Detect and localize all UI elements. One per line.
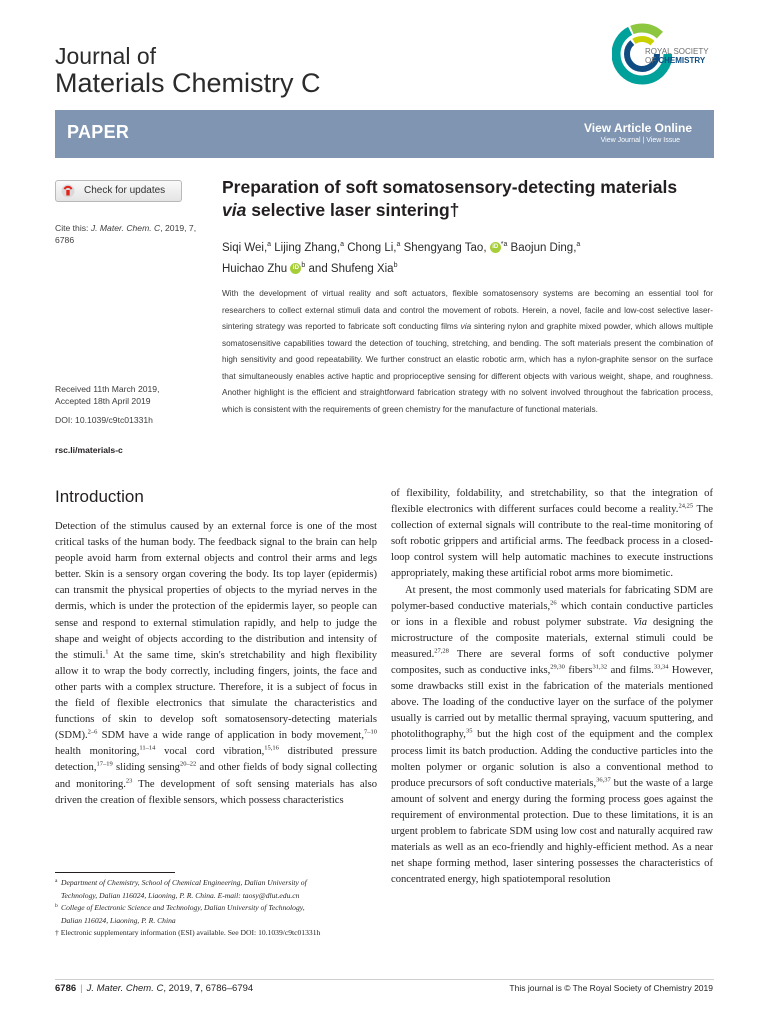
check-for-updates-button[interactable] [55,180,182,202]
crossmark-icon [61,184,75,198]
citation-ref[interactable]: 20–22 [179,760,197,768]
author-affiliation: a [340,241,345,248]
paragraph-text: and films. [607,665,654,677]
author: Siqi Wei, [222,241,268,254]
footnote-mark: b [55,903,58,909]
citation-ref[interactable]: 24,25 [678,502,694,510]
abstract [222,286,713,418]
body-column-left [55,519,377,809]
journal-title-line1: Journal of [55,43,157,69]
author-affiliation: b [301,261,306,269]
orcid-icon[interactable]: iD [290,263,301,274]
author-list [222,236,672,278]
cite-journal: J. Mater. Chem. C [90,223,161,233]
view-article-online-link[interactable]: View Article Online [583,121,692,135]
paragraph-text: SDM have a wide range of application in body movement, [97,730,364,742]
cite-year: , 2019, [160,223,187,233]
citation-ref[interactable]: 7–10 [364,728,377,736]
author: Chong Li, [347,241,397,254]
footer-pages: , 6786–6794 [200,983,254,994]
paragraph-text: but the waste of a large amount of solvent and energy during the forming process goes against the requirement of environmental protection. Due to these limitations, it is an urgent problem to fabricate SDM using low cost and naturally acquired raw materials as well as an eco-friendly and highly-efficient method. As a near net shape forming method, laser sintering possesses the characteristics of concentrated energy, high spatiotemporal resolution [391,777,714,886]
rsc-wordmark-line1: ROYAL SOCIETY [645,47,709,56]
citation-ref[interactable]: 11–14 [139,744,156,752]
footer-separator: | [80,983,83,994]
footnote-esi: † Electronic supplementary information (ESI) available. See DOI: 10.1039/c9tc01331h [55,928,321,937]
citation-ref[interactable]: 1 [105,648,109,656]
citation-ref[interactable]: 35 [465,727,473,735]
paragraph-text: At present, the most commonly used materials for fabricating SDM are polymer-based conductive materials, [391,584,713,612]
rsc-logo [612,22,722,86]
check-for-updates-label: Check for updates [84,185,166,196]
paper-banner [55,110,714,158]
citation-ref[interactable]: 2–6 [87,728,98,736]
page-number: 6786 [55,983,77,994]
paragraph-text: health monitoring, [55,746,140,758]
citation-ref[interactable]: 15,16 [264,744,279,752]
view-links [601,137,680,144]
cite-prefix: Cite this: [55,223,91,233]
paragraph-text: fibers [564,665,593,677]
rsc-wordmark-bold: CHEMISTRY [658,56,706,65]
paragraph-italic: Via [633,616,648,628]
citation-ref[interactable]: 36,37 [596,776,611,784]
citation-ref[interactable]: 17–19 [96,760,113,768]
paragraph-text: The collection of external signals will contribute to the real-time monitoring of soft robotic grippers and artificial arms. The feedback process in a closed-loop control system will help automatic machines to execute instructions appropriately, making these artificial robot arms more biomimetic. [391,504,713,580]
article-title [222,176,682,222]
abstract-text: With the development of virtual reality and soft actuators, flexible somatosensory systems are becoming an essential tool for researchers to collect external stimuli data and control the movement of robots. Herein, a novel, facile and low-cost selective laser-sintering strategy was reported to fabricate soft conducting films [222,289,713,331]
author-affiliation: *a [500,241,508,248]
received-dates [55,383,205,407]
footer-year: , 2019, [163,983,196,994]
footer-divider [55,979,714,980]
citation [55,222,205,246]
view-journal-link[interactable]: View Journal [600,137,641,144]
journal-short-link[interactable]: rsc.li/materials-c [55,445,123,455]
footnote-text: Technology, Dalian 116024, Liaoning, P. R. China. E-mail: taosy@dlut.edu.cn [61,890,300,900]
paragraph-text: designing the microstructure of the composite materials, external stimuli could be measured. [391,616,714,660]
paragraph-text: but the high cost of the equipment and the complex process limit its batch production. Adding the conductive particles into the molten polymer or organic solution is also a conventional method to produce precursors of soft conductive materials, [391,729,713,789]
footer-citation [55,983,253,994]
abstract-italic: via [460,322,472,331]
title-part2: selective laser sintering† [246,200,460,220]
author: and Shufeng Xia [308,262,394,275]
journal-title [55,44,321,98]
author-affiliation: a [396,241,401,248]
paragraph-text: sliding sensing [112,762,180,774]
paragraph-text: However, some drawbacks still exist in the fabrication of the materials mentioned above. The loading of the conductive layer on the surface of the polymer usually is carried out by metallic thermal spraying, vacuum sputtering, and photolithography, [391,665,713,741]
footnote-text: College of Electronic Science and Technology, Dalian University of Technology, [61,903,305,912]
paragraph-text: At the same time, skin's stretchability and high flexibility allow it to wrap the body correctly, including fingers, joints, the face and other parts with a complex structure. Therefore, it is a subject of focus in the field of flexible electronics that simulate the characteristics and functions of skin to develop soft somatosensory-detecting materials (SDM). [55,649,377,742]
author-affiliation: a [576,241,581,248]
view-issue-link[interactable]: View Issue [646,137,680,144]
paragraph-text: distributed pressure detection, [55,746,377,774]
title-part1: Preparation of soft somatosensory-detecting materials [222,177,678,197]
footnote-text: Dalian 116024, Liaoning, P. R. China [61,915,176,925]
author: Shengyang Tao, [403,241,487,254]
citation-ref[interactable]: 27,28 [434,647,449,655]
author: Lijing Zhang, [274,241,341,254]
view-links-separator: | [640,137,647,144]
footnote-text: Department of Chemistry, School of Chemical Engineering, Dalian University of [61,878,307,887]
footnotes [55,877,377,940]
citation-ref[interactable]: 29,30 [550,663,565,671]
footnote-affiliation-a [55,877,377,902]
orcid-icon[interactable]: iD [490,242,501,253]
cite-pages: , 6786 [55,223,197,245]
title-italic: via [222,200,247,220]
doi[interactable]: DOI: 10.1039/c9tc01331h [55,415,153,425]
footer-copyright: This journal is © The Royal Society of Chemistry 2019 [509,983,713,993]
received-date: Received 11th March 2019, [55,384,160,394]
accepted-date: Accepted 18th April 2019 [55,396,151,406]
citation-ref[interactable]: 26 [550,599,557,607]
footer-journal: J. Mater. Chem. C [86,983,164,994]
paragraph [391,486,713,583]
journal-title-line2: Materials Chemistry C [55,68,321,98]
rsc-wordmark-prefix: OF [645,56,659,65]
footnote-mark: a [55,878,58,884]
paragraph-text: of flexibility, foldability, and stretchability, so that the integration of flexible electronics with different surfaces could become a reality. [391,488,713,516]
paragraph-text: There are several forms of soft conductive polymer composites, such as conductive inks, [391,648,713,677]
article-type-label: PAPER [67,122,130,142]
paragraph-text: Detection of the stimulus caused by an external force is one of the most critical tasks of the human body. The feedback signal to the brain can help people avoid harm from external objects and control their arms and legs better. Skin is a sensory organ covering the body. Its top layer (epidermis) can transmit the physical properties of objects to the myriad nerves in the dermis, which is under the protection of the epidermis layer, so people can sense and respond to external stimulation rapidly, and help to judge the shape and weight of objects according to the distribution and intensity of the stimuli. [55,521,377,661]
body-column-right [391,486,713,888]
paragraph [55,519,377,809]
citation-ref[interactable]: 31,32 [592,663,608,671]
author: Baojun Ding, [510,241,577,254]
paragraph-text: which contain conductive particles or ions in a flexible and robust polymer substrate. [391,600,713,628]
author: Huichao Zhu [222,262,288,275]
section-heading-introduction: Introduction [55,487,144,506]
footnote-affiliation-b [55,902,377,927]
author-affiliation: a [267,241,272,248]
footer-volume: 7 [195,983,201,994]
footnote-divider [55,872,175,873]
citation-ref[interactable]: 23 [125,776,133,784]
citation-ref[interactable]: 33,34 [653,663,669,671]
paragraph-text: The development of soft sensing materials has also driven the creation of flexible sensors, which possess characteristics [55,778,377,806]
rsc-wordmark [645,47,709,65]
author-affiliation: b [393,261,398,269]
abstract-text: sintering nylon and graphite mixed powder, which allows multiple somatosensitive capabilities toward the detection of touching, stretching, and bending. The soft materials present the combination of high sensitivity and good repeatability. We further construct an elastic robotic arm, which has a nylon-graphite sensor on the surface that simultaneously enables active haptic and proprioceptive sensing for different objects with various weight, shape, and roughness. Another highlight is the efficient and straightforward fabrication strategy with no solvent involved throughout the fabrication process, which is consistent with the requirements of green chemistry for the manufacture of functional materials. [222,322,713,414]
paragraph-text: and other fields of body signal collecting and monitoring. [55,762,378,790]
paragraph-text: vocal cord vibration, [155,746,265,758]
cite-volume: 7 [188,223,194,233]
paragraph [391,583,713,889]
